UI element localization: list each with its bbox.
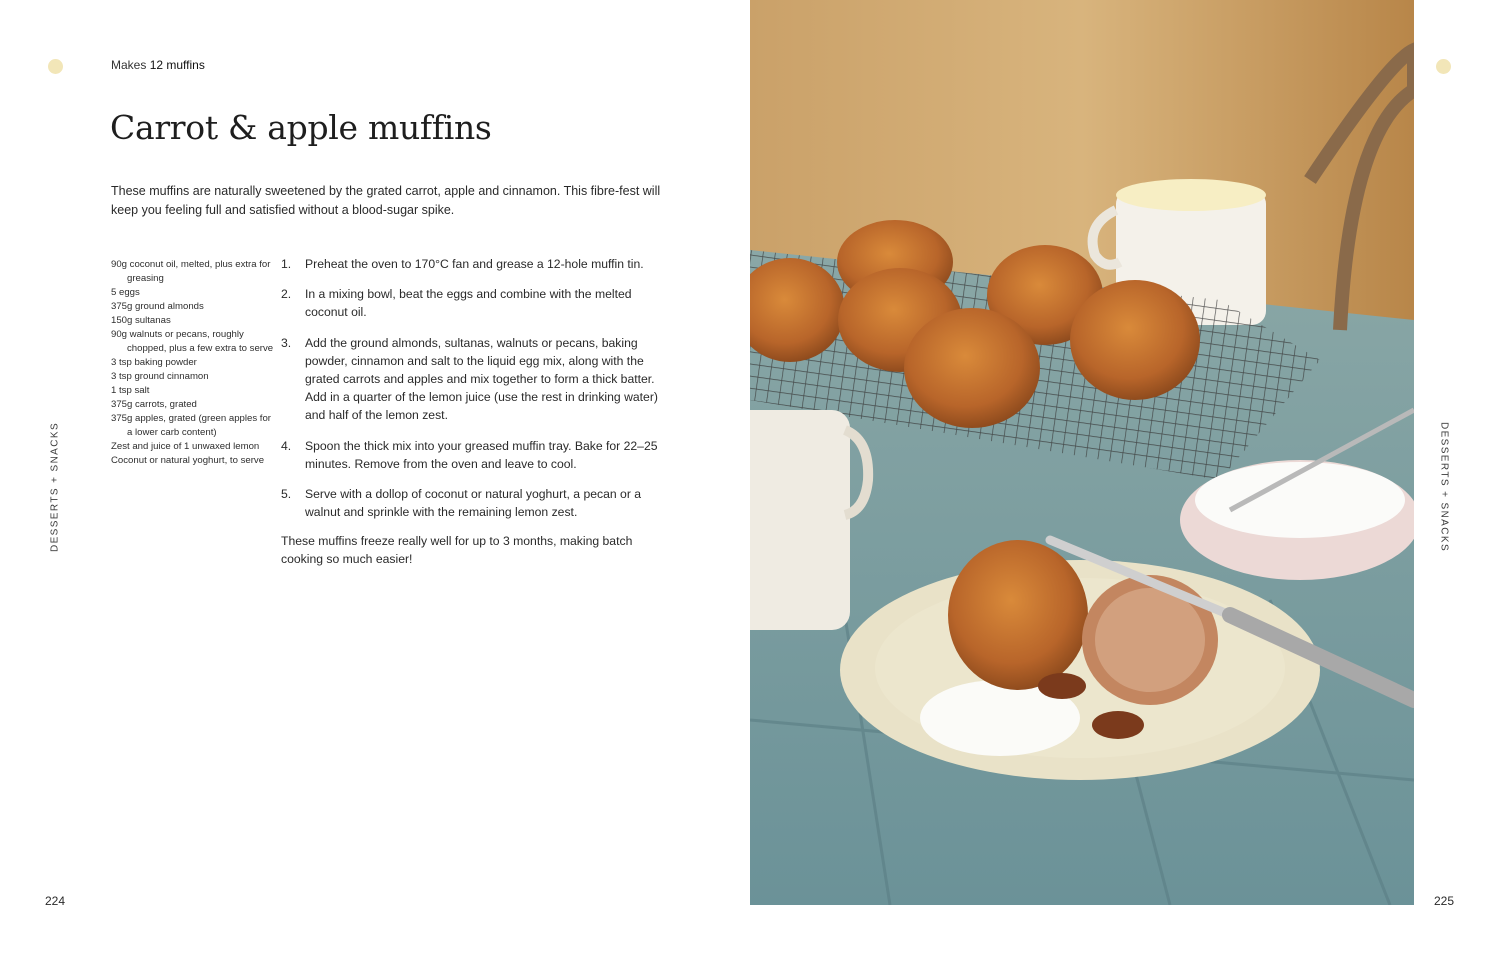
method-step [281, 285, 676, 321]
ingredient-item: 375g ground almonds [111, 301, 204, 312]
decorative-dot-left [48, 59, 63, 74]
section-label-right: DESSERTS + SNACKS [1438, 421, 1450, 553]
ingredient-item: 375g apples, grated (green apples for a lower carb content) [111, 413, 272, 438]
ingredient-item: 90g walnuts or pecans, roughly chopped, plus a few extra to serve [111, 329, 274, 354]
recipe-title: Carrot & apple muffins [110, 108, 492, 147]
muffin [1070, 280, 1200, 400]
step-text: Preheat the oven to 170°C fan and grease a 12-hole muffin tin. [305, 257, 644, 271]
muffin [904, 308, 1040, 428]
method-step [281, 255, 676, 273]
step-number: 5. [281, 487, 292, 502]
step-text: In a mixing bowl, beat the eggs and combine with the melted coconut oil. [305, 287, 632, 320]
cup-front [750, 410, 850, 630]
ingredient-item: Zest and juice of 1 unwaxed lemon [111, 441, 260, 452]
decorative-dot-right [1436, 59, 1451, 74]
step-text: Spoon the thick mix into your greased muffin tray. Bake for 22–25 minutes. Remove from the oven and leave to cool. [305, 438, 658, 471]
step-number: 1. [281, 257, 292, 271]
method-step [281, 334, 676, 425]
muffin-photo-illustration [750, 0, 1414, 905]
yield-amount: 12 muffins [149, 58, 205, 72]
yield-prefix: Makes [111, 58, 147, 72]
ingredient-item: 375g carrots, grated [111, 399, 197, 410]
pecan [1092, 711, 1144, 739]
ingredient-item: 90g coconut oil, melted, plus extra for greasing [111, 259, 271, 284]
recipe-intro: These muffins are naturally sweetened by the grated carrot, apple and cinnamon. This fibre-fest will keep you feeling full and satisfied without a blood-sugar spike. [111, 184, 661, 217]
recipe-note: These muffins freeze really well for up to 3 months, making batch cooking so much easier! [281, 534, 633, 567]
page-number-left: 224 [45, 894, 66, 908]
method-step [281, 437, 676, 473]
ingredient-item: Coconut or natural yoghurt, to serve [111, 455, 265, 466]
ingredient-item: 3 tsp ground cinnamon [111, 371, 209, 382]
recipe-yield [111, 58, 205, 72]
ingredients-list [111, 258, 276, 468]
ingredient-item: 150g sultanas [111, 315, 171, 326]
method-steps [281, 255, 676, 533]
step-number: 4. [281, 438, 292, 453]
muffin-photo [750, 0, 1414, 905]
page-number-right: 225 [1434, 894, 1455, 908]
step-number: 3. [281, 335, 292, 350]
method-step [281, 485, 676, 521]
ingredient-item: 1 tsp salt [111, 385, 150, 396]
muffin-half [948, 540, 1088, 690]
ingredient-item: 3 tsp baking powder [111, 357, 197, 368]
pecan [1038, 673, 1086, 699]
step-text: Serve with a dollop of coconut or natural yoghurt, a pecan or a walnut and sprinkle with the remaining lemon zest. [305, 487, 642, 520]
section-label-left: DESSERTS + SNACKS [49, 421, 61, 553]
ingredient-item: 5 eggs [111, 287, 140, 298]
step-number: 2. [281, 287, 292, 302]
step-text: Add the ground almonds, sultanas, walnuts or pecans, baking powder, cinnamon and salt to the liquid egg mix, along with the grated carrots and apples and mix together to form a thick batter. Add in a quarter of the lemon juice (use the rest in drinking water) and half of the lemon zest. [305, 335, 658, 423]
